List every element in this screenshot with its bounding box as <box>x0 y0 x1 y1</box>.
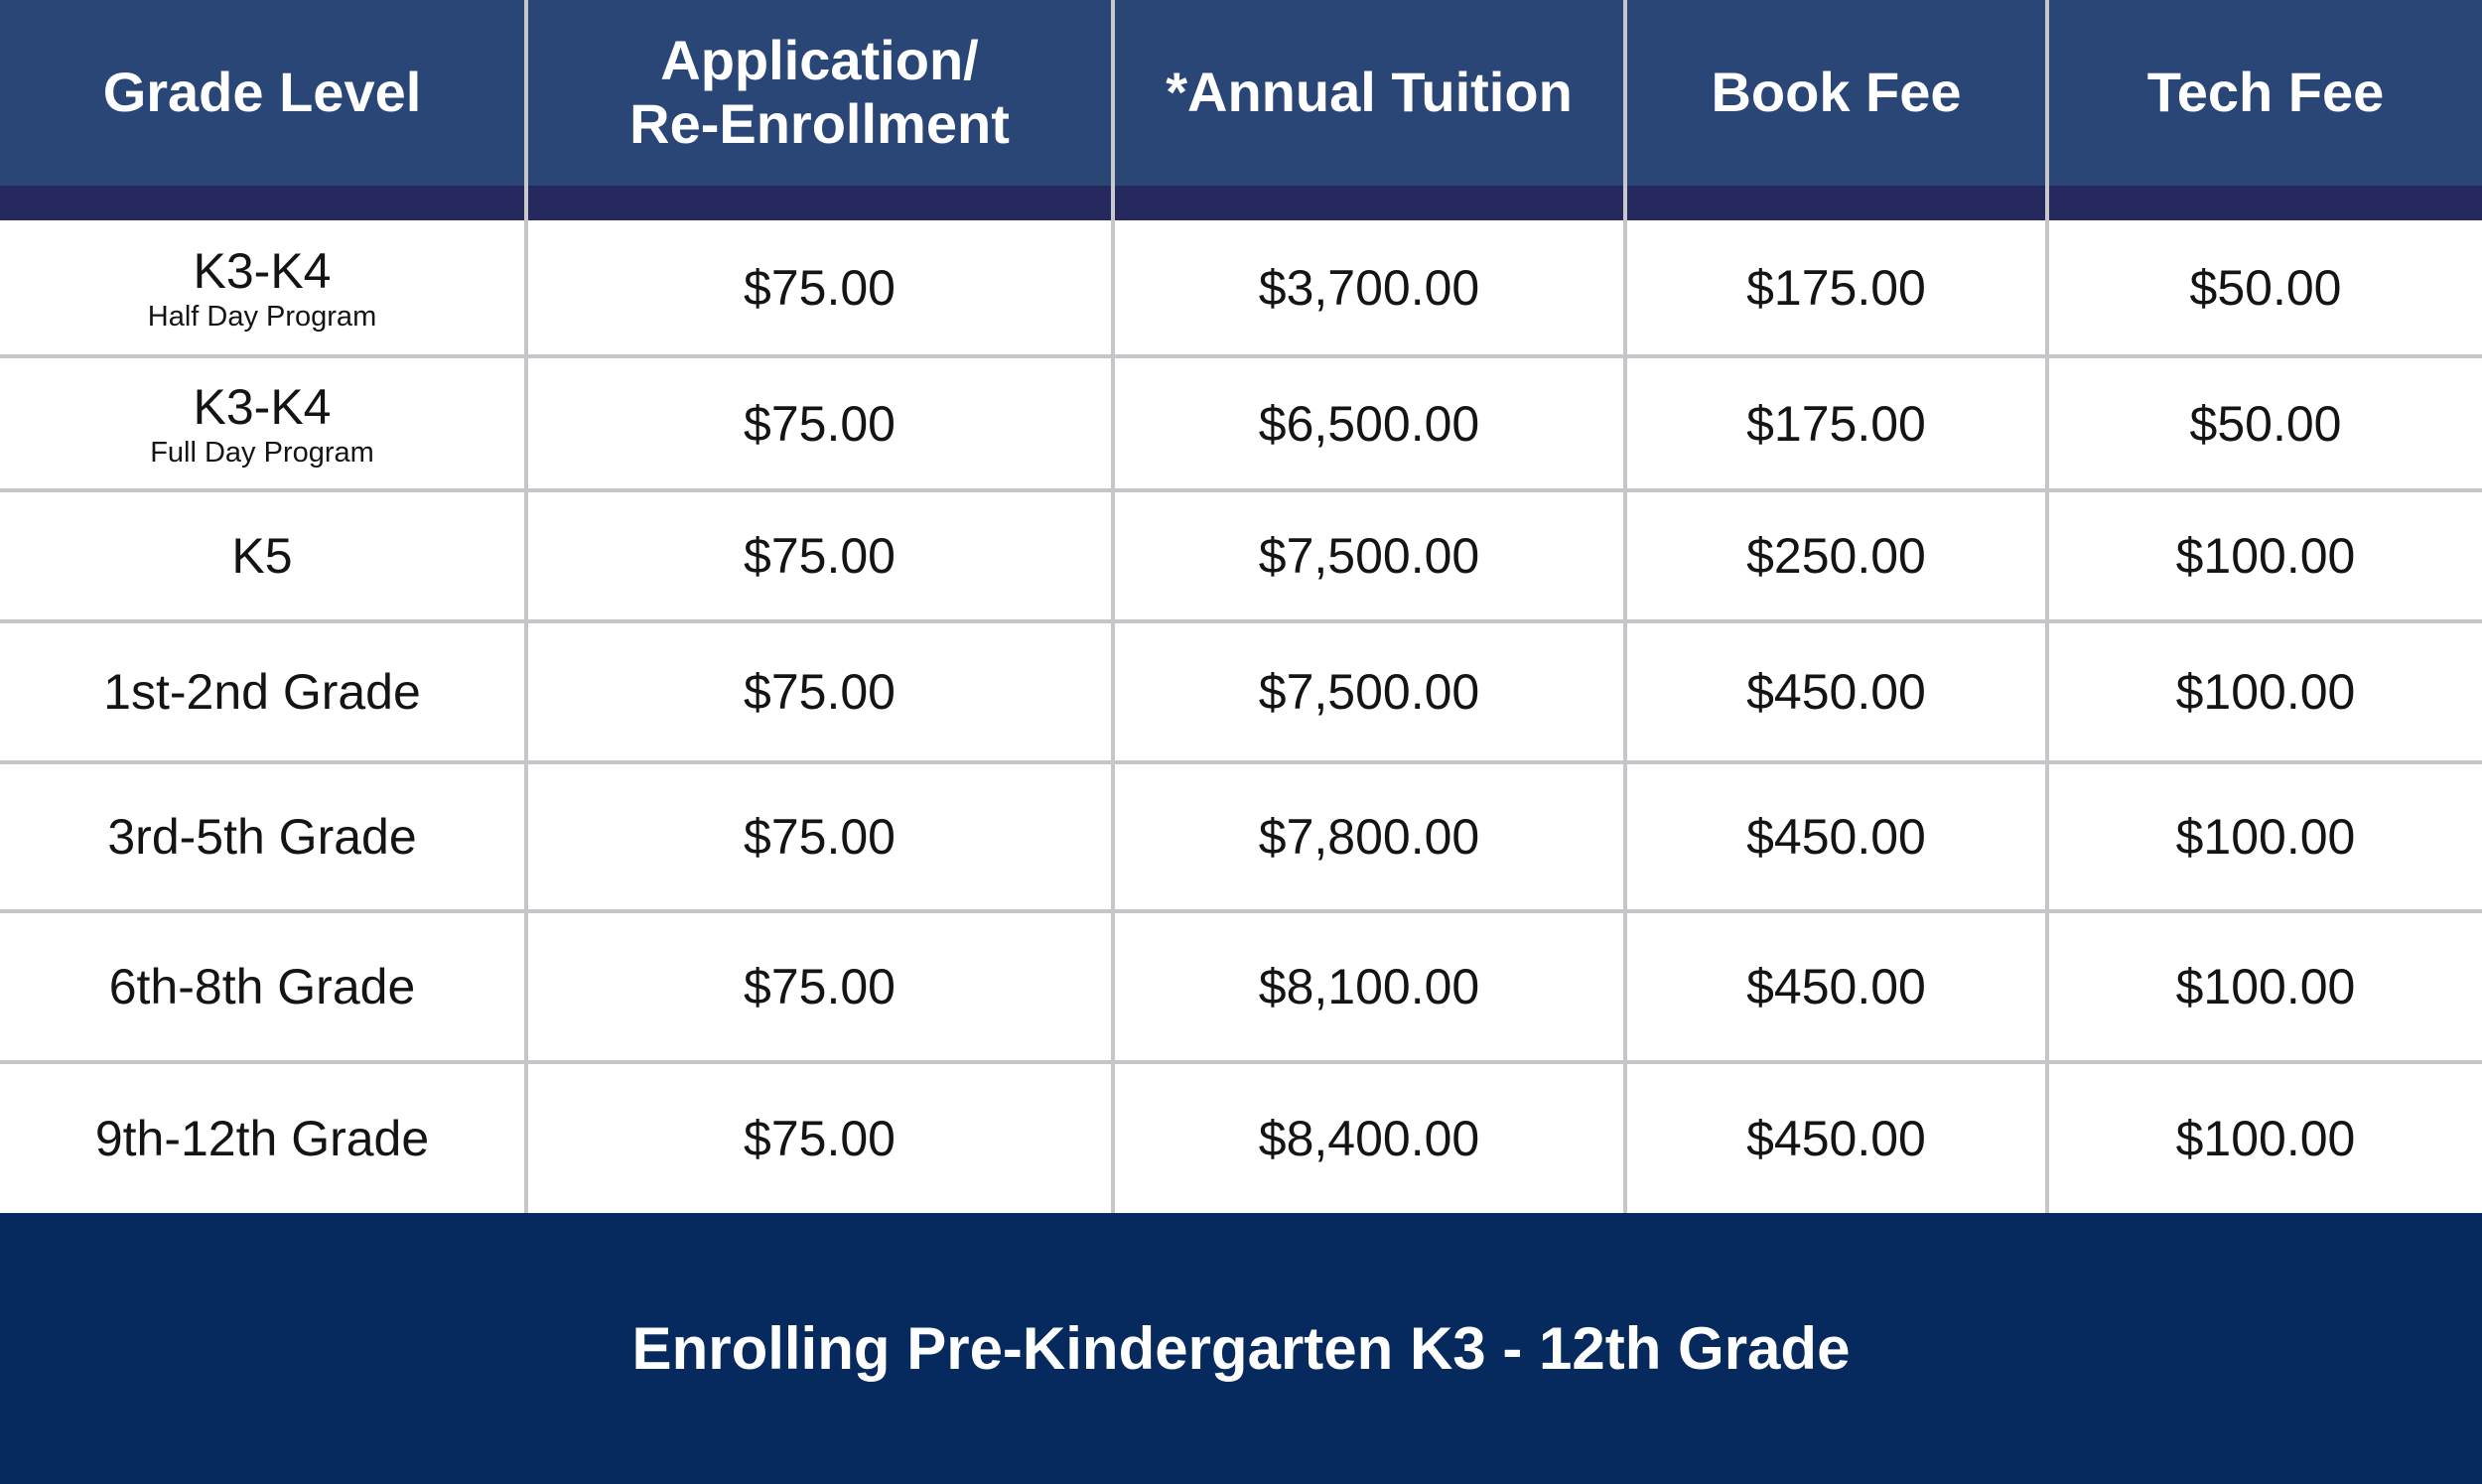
tech-fee-cell: $50.00 <box>2189 259 2342 316</box>
table-row <box>0 1062 2482 1213</box>
header-grade-level: Grade Level <box>0 0 526 220</box>
book-fee-cell: $450.00 <box>1625 621 2047 762</box>
header-application <box>526 0 1113 220</box>
grade-name: 1st-2nd Grade <box>103 664 421 720</box>
book-fee-cell: $250.00 <box>1625 490 2047 621</box>
book-fee-cell: $450.00 <box>1625 1062 2047 1213</box>
book-fee-cell: $175.00 <box>1625 356 2047 490</box>
tech-fee-cell: $100.00 <box>2175 809 2356 865</box>
grade-cell <box>0 490 526 621</box>
grade-cell <box>0 1062 526 1213</box>
application-fee-cell: $75.00 <box>526 220 1113 356</box>
grade-name: 6th-8th Grade <box>108 959 416 1014</box>
tech-fee-cell: $100.00 <box>2175 664 2356 720</box>
application-fee-cell: $75.00 <box>526 356 1113 490</box>
grade-cell <box>0 220 526 356</box>
grade-cell <box>0 356 526 490</box>
annual-tuition-cell: $7,500.00 <box>1113 490 1625 621</box>
table-row <box>0 490 2482 621</box>
enrollment-banner-text: Enrolling Pre-Kindergarten K3 - 12th Grade <box>631 1315 1851 1382</box>
enrollment-banner <box>0 1213 2482 1484</box>
application-fee-cell: $75.00 <box>526 1062 1113 1213</box>
annual-tuition-cell: $7,500.00 <box>1113 621 1625 762</box>
table-row <box>0 356 2482 490</box>
header-application-line1: Application/ <box>660 29 979 91</box>
grade-name: 3rd-5th Grade <box>107 809 417 865</box>
tech-fee-cell: $100.00 <box>2175 528 2356 584</box>
application-fee-cell: $75.00 <box>526 911 1113 1062</box>
annual-tuition-cell: $8,400.00 <box>1113 1062 1625 1213</box>
grade-cell <box>0 621 526 762</box>
table-body <box>0 220 2482 1213</box>
header-book-fee: Book Fee <box>1625 0 2047 220</box>
grade-name: K3-K4 <box>193 242 332 299</box>
application-fee-cell: $75.00 <box>526 490 1113 621</box>
table-row <box>0 220 2482 356</box>
grade-name: 9th-12th Grade <box>94 1111 430 1166</box>
book-fee-cell: $450.00 <box>1625 911 2047 1062</box>
tech-fee-cell: $100.00 <box>2175 1111 2356 1166</box>
table-row <box>0 762 2482 911</box>
grade-name: K3-K4 <box>193 378 332 435</box>
book-fee-cell: $175.00 <box>1625 220 2047 356</box>
tech-fee-cell: $100.00 <box>2175 959 2356 1014</box>
grade-name: K5 <box>231 528 293 584</box>
table-header <box>0 0 2482 220</box>
grade-cell <box>0 762 526 911</box>
annual-tuition-cell: $7,800.00 <box>1113 762 1625 911</box>
header-annual-tuition: *Annual Tuition <box>1113 0 1625 220</box>
table-row <box>0 621 2482 762</box>
annual-tuition-cell: $6,500.00 <box>1113 356 1625 490</box>
table-row <box>0 911 2482 1062</box>
grade-cell <box>0 911 526 1062</box>
application-fee-cell: $75.00 <box>526 762 1113 911</box>
header-row <box>0 0 2482 220</box>
annual-tuition-cell: $8,100.00 <box>1113 911 1625 1062</box>
tech-fee-cell: $50.00 <box>2189 395 2342 452</box>
grade-note: Half Day Program <box>147 300 377 333</box>
grade-note: Full Day Program <box>150 436 374 469</box>
annual-tuition-cell: $3,700.00 <box>1113 220 1625 356</box>
header-application-line2: Re-Enrollment <box>629 92 1010 155</box>
application-fee-cell: $75.00 <box>526 621 1113 762</box>
book-fee-cell: $450.00 <box>1625 762 2047 911</box>
header-tech-fee: Tech Fee <box>2047 0 2482 220</box>
